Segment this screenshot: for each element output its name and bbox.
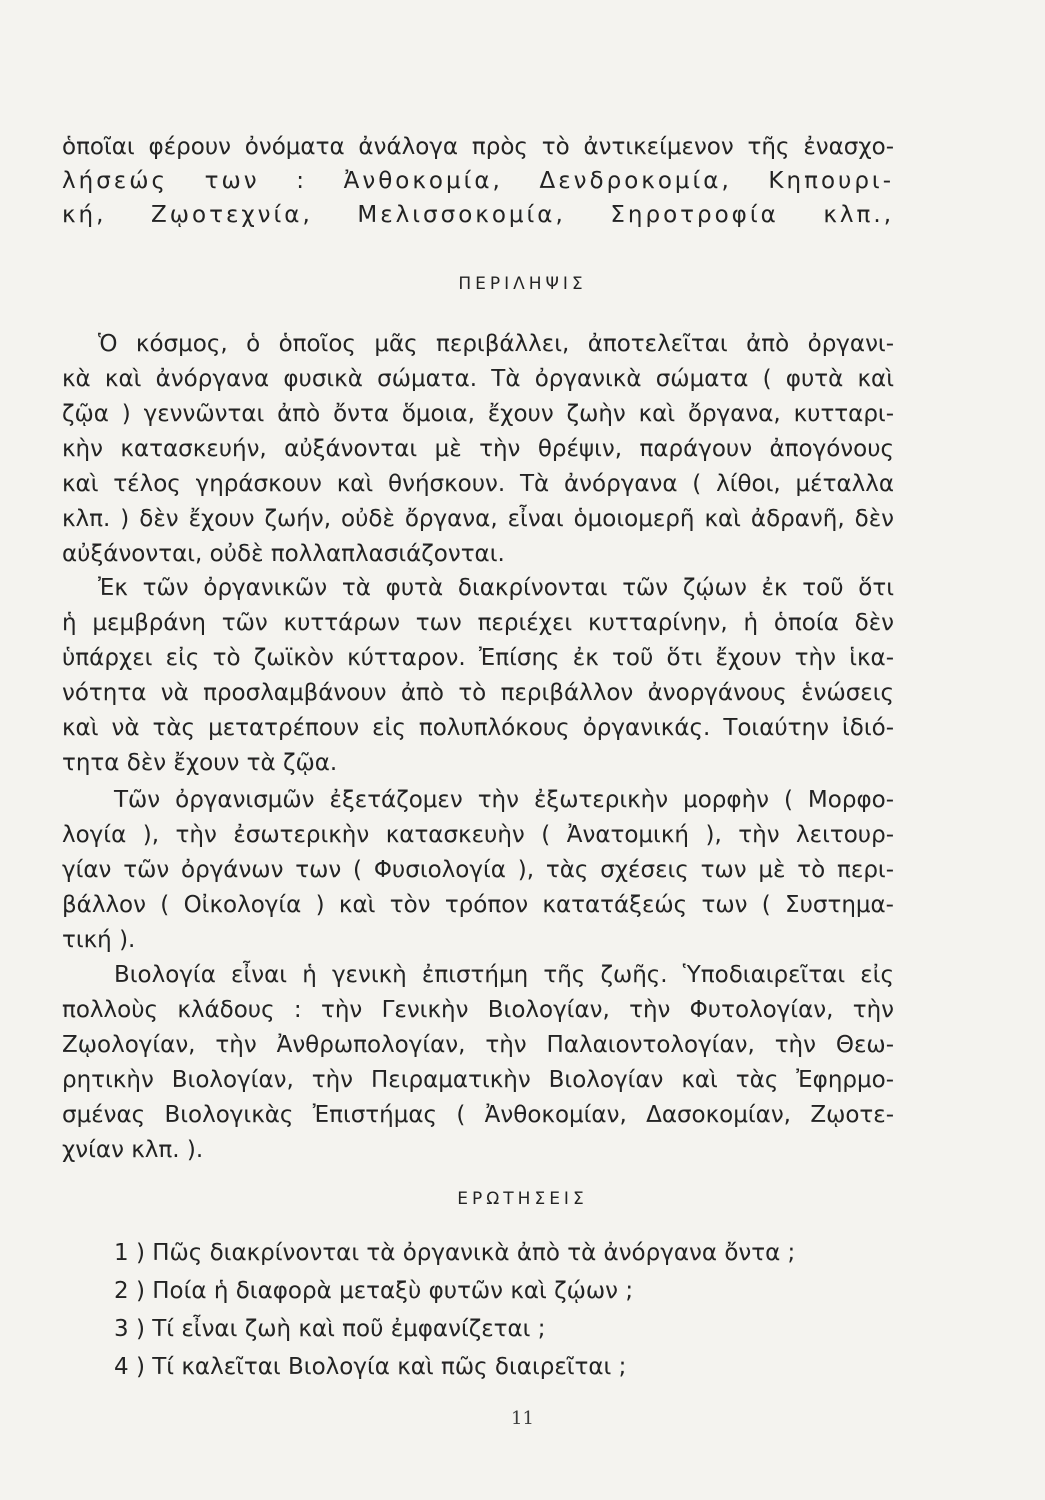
summary-line: κὰ καὶ ἀνόργανα φυσικὰ σώματα. Τὰ ὀργανικὰ σώματα ( φυτὰ καὶ [62,366,894,392]
summary-line: κὴν κατασκευήν, αὐξάνονται μὲ τὴν θρέψιν, παράγουν ἀπογόνους [62,436,894,462]
intro-line: κή, Ζῳοτεχνία, Μελισσοκομία, Σηροτροφία κλπ., [62,202,894,228]
question-item: 2 ) Ποία ἡ διαφορὰ μεταξὺ φυτῶν καὶ ζῴων ; [114,1278,634,1304]
summary-line: Βιολογία εἶναι ἡ γενικὴ ἐπιστήμη τῆς ζωῆς. Ὑποδιαιρεῖται εἰς [114,962,894,988]
intro-line: λήσεώς των : Ἀνθοκομία, Δενδροκομία, Κηπουρι- [62,168,894,194]
summary-line: χνίαν κλπ. ). [62,1137,204,1163]
summary-line: κλπ. ) δὲν ἔχουν ζωήν, οὐδὲ ὄργανα, εἶναι ὁμοιομερῆ καὶ ἀδρανῆ, δὲν [62,506,894,532]
summary-line: πολλοὺς κλάδους : τὴν Γενικὴν Βιολογίαν, τὴν Φυτολογίαν, τὴν [62,997,894,1023]
summary-line: λογία ), τὴν ἐσωτερικὴν κατασκευὴν ( Ἀνατομική ), τὴν λειτουρ- [62,822,894,848]
summary-line: βάλλον ( Οἰκολογία ) καὶ τὸν τρόπον κατατάξεώς των ( Συστημα- [62,892,894,918]
summary-line: γίαν τῶν ὀργάνων των ( Φυσιολογία ), τὰς σχέσεις των μὲ τὸ περι- [62,857,894,883]
summary-line: ὑπάρχει εἰς τὸ ζωϊκὸν κύτταρον. Ἐπίσης ἐκ τοῦ ὅτι ἔχουν τὴν ἱκα- [62,645,894,671]
summary-line: Ζῳολογίαν, τὴν Ἀνθρωπολογίαν, τὴν Παλαιοντολογίαν, τὴν Θεω- [62,1032,894,1058]
question-item: 4 ) Τί καλεῖται Βιολογία καὶ πῶς διαιρεῖται ; [114,1354,627,1380]
summary-line: καὶ τέλος γηράσκουν καὶ θνήσκουν. Τὰ ἀνόργανα ( λίθοι, μέταλλα [62,471,894,497]
page-number: 11 [511,1408,534,1429]
summary-line: αὐξάνονται, οὐδὲ πολλαπλασιάζονται. [62,541,505,567]
summary-heading: ΠΕΡΙΛΗΨΙΣ [458,274,587,294]
question-item: 3 ) Τί εἶναι ζωὴ καὶ ποῦ ἐμφανίζεται ; [114,1316,546,1342]
summary-line: Ὁ κόσμος, ὁ ὁποῖος μᾶς περιβάλλει, ἀποτελεῖται ἀπὸ ὀργανι- [98,331,894,357]
intro-line: ὁποῖαι φέρουν ὀνόματα ἀνάλογα πρὸς τὸ ἀντικείμενον τῆς ἐνασχο- [62,134,894,160]
questions-heading: ΕΡΩΤΗΣΕΙΣ [457,1189,588,1209]
question-item: 1 ) Πῶς διακρίνονται τὰ ὀργανικὰ ἀπὸ τὰ ἀνόργανα ὄντα ; [114,1240,796,1266]
summary-line: τητα δὲν ἔχουν τὰ ζῷα. [62,750,338,776]
summary-line: σμένας Βιολογικὰς Ἐπιστήμας ( Ἀνθοκομίαν, Δασοκομίαν, Ζῳοτε- [62,1102,894,1128]
summary-line: Ἐκ τῶν ὀργανικῶν τὰ φυτὰ διακρίνονται τῶν ζῴων ἐκ τοῦ ὅτι [98,575,894,601]
summary-line: νότητα νὰ προσλαμβάνουν ἀπὸ τὸ περιβάλλον ἀνοργάνους ἑνώσεις [62,680,894,706]
summary-line: ἡ μεμβράνη τῶν κυττάρων των περιέχει κυτταρίνην, ἡ ὁποία δὲν [62,610,894,636]
summary-line: καὶ νὰ τὰς μετατρέπουν εἰς πολυπλόκους ὀργανικάς. Τοιαύτην ἰδιό- [62,715,894,741]
summary-line: ζῷα ) γεννῶνται ἀπὸ ὄντα ὅμοια, ἔχουν ζωὴν καὶ ὄργανα, κυτταρι- [62,401,894,427]
summary-line: Τῶν ὀργανισμῶν ἐξετάζομεν τὴν ἐξωτερικὴν μορφὴν ( Μορφο- [114,787,894,813]
summary-line: τική ). [62,927,136,953]
summary-line: ρητικὴν Βιολογίαν, τὴν Πειραματικὴν Βιολογίαν καὶ τὰς Ἐφηρμο- [62,1067,894,1093]
